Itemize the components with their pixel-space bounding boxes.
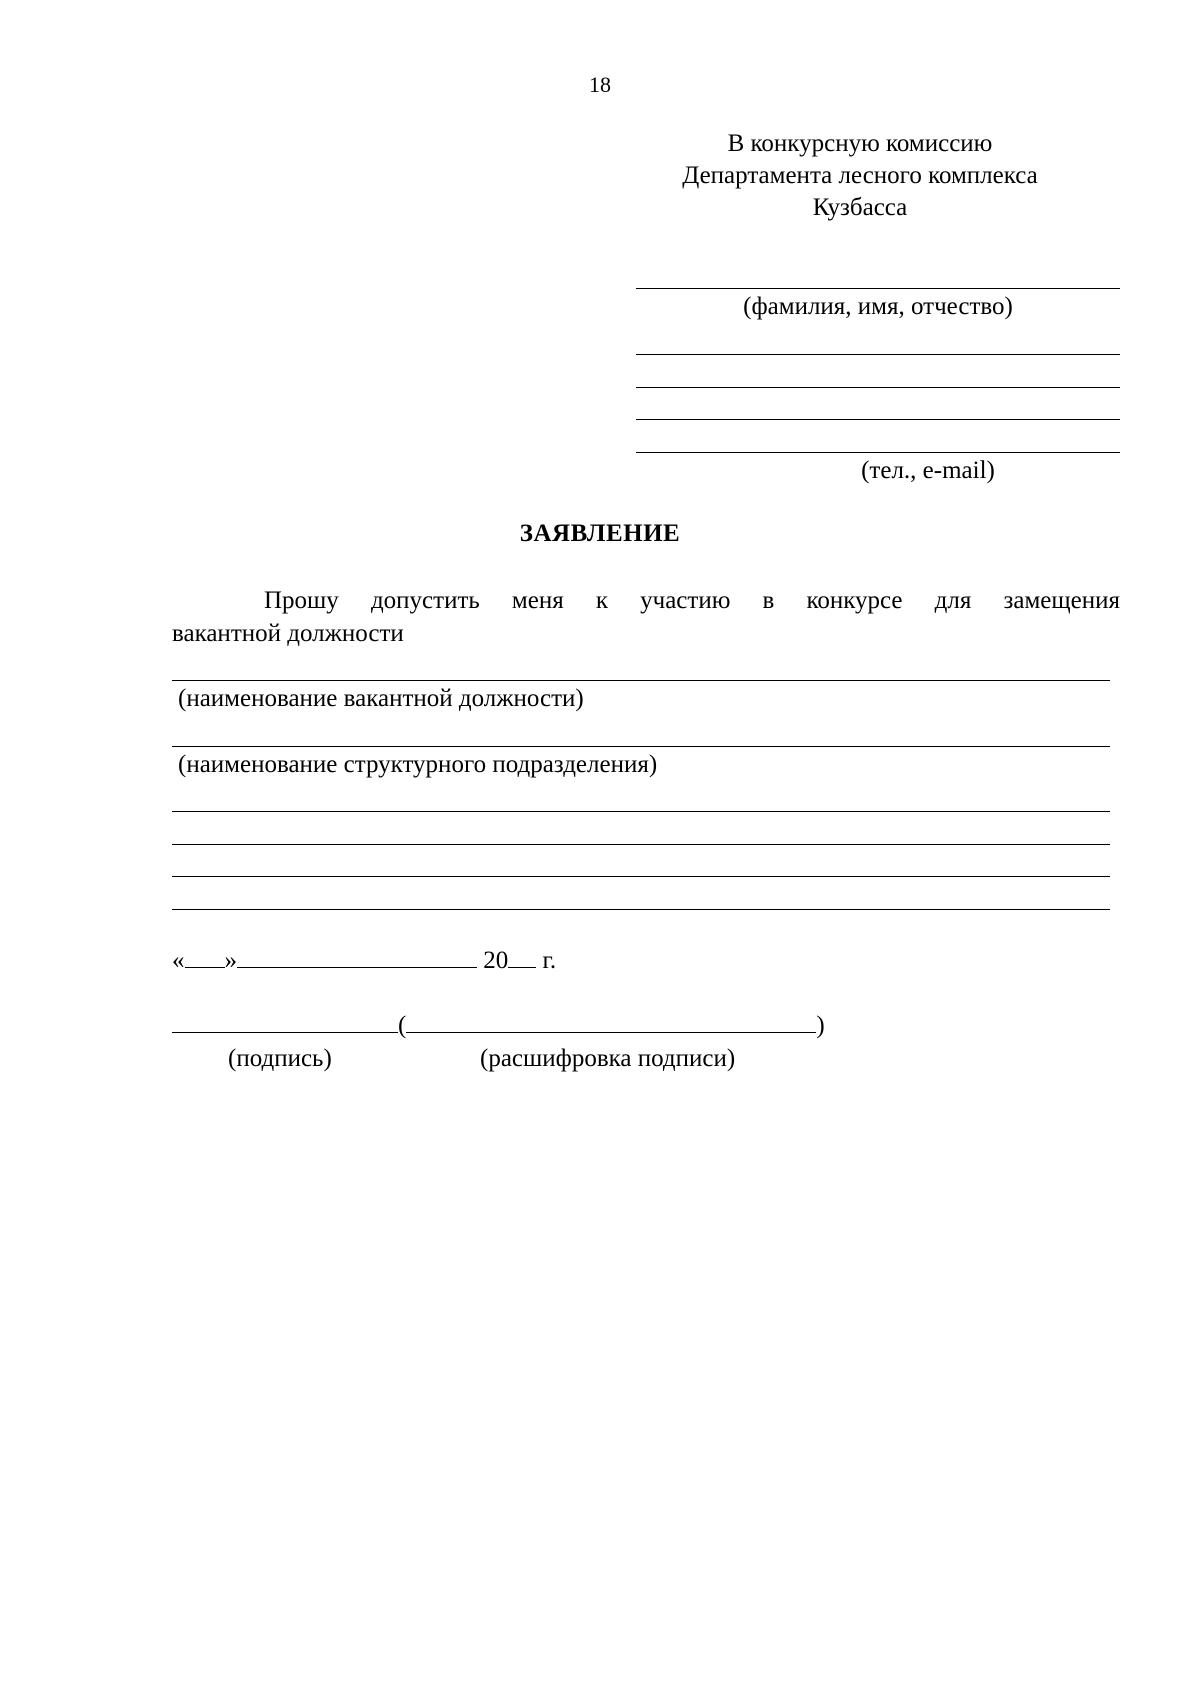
signature-close-paren: ) bbox=[816, 1012, 825, 1039]
body-text-line-1: Прошу допустить меня к участию в конкурсе для замещения bbox=[264, 587, 1120, 614]
applicant-contact-field-4[interactable] bbox=[636, 452, 1120, 453]
position-name-field[interactable] bbox=[172, 680, 1110, 681]
page-number: 18 bbox=[589, 72, 611, 97]
department-name-caption: (наименование структурного подразделения) bbox=[178, 751, 658, 778]
signature-transcript-field[interactable] bbox=[406, 1010, 816, 1033]
department-name-field[interactable] bbox=[172, 746, 1110, 747]
position-name-caption: (наименование вакантной должности) bbox=[178, 685, 584, 712]
document-title: ЗАЯВЛЕНИЕ bbox=[519, 520, 681, 547]
date-year-suffix: г. bbox=[542, 947, 557, 974]
fio-caption: (фамилия, имя, отчество) bbox=[743, 293, 1013, 320]
date-year-prefix: 20 bbox=[483, 947, 509, 974]
signature-open-paren: ( bbox=[398, 1012, 407, 1039]
blank-line-1[interactable] bbox=[172, 811, 1110, 812]
addressee-line-1: В конкурсную комиссию bbox=[727, 130, 993, 157]
contacts-caption: (тел., e-mail) bbox=[861, 457, 995, 484]
applicant-name-field[interactable] bbox=[636, 288, 1120, 289]
date-year-field[interactable] bbox=[508, 945, 536, 968]
addressee-line-3: Кузбасса bbox=[812, 194, 908, 221]
blank-line-4[interactable] bbox=[172, 909, 1110, 910]
signature-caption: (подпись) bbox=[228, 1045, 332, 1072]
applicant-contact-field-2[interactable] bbox=[636, 387, 1120, 388]
blank-line-3[interactable] bbox=[172, 876, 1110, 877]
signature-row bbox=[172, 1010, 825, 1040]
addressee-line-2: Департамента лесного комплекса bbox=[682, 162, 1038, 189]
signature-field[interactable] bbox=[172, 1010, 398, 1033]
date-day-field[interactable] bbox=[185, 945, 225, 968]
signature-transcript-caption: (расшифровка подписи) bbox=[480, 1045, 736, 1072]
applicant-contact-field-3[interactable] bbox=[636, 419, 1120, 420]
applicant-contact-field-1[interactable] bbox=[636, 354, 1120, 355]
body-text-line-2: вакантной должности bbox=[172, 620, 404, 647]
date-month-field[interactable] bbox=[237, 945, 477, 968]
blank-line-2[interactable] bbox=[172, 844, 1110, 845]
date-open-quote: « bbox=[172, 947, 185, 974]
date-row bbox=[172, 945, 556, 975]
addressee-block bbox=[600, 128, 1120, 224]
date-close-quote: » bbox=[224, 947, 237, 974]
